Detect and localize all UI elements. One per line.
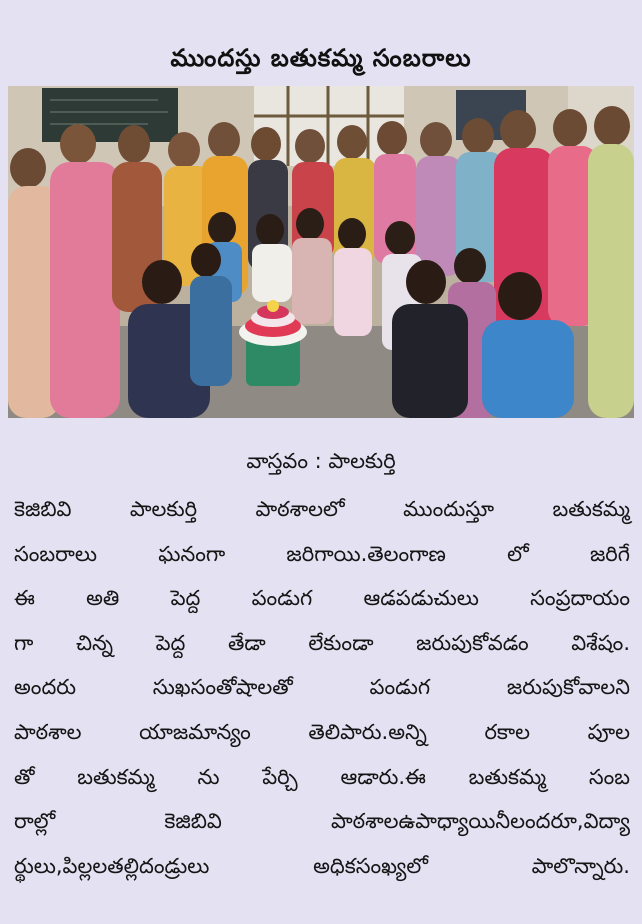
body-line: గా చిన్న పెద్ద తేడా లేకుండా జరుపుకోవడం విశేషం. xyxy=(14,630,630,655)
article-body xyxy=(14,487,630,888)
body-line: ఈ అతి పెద్ద పండుగ ఆడపడుచులు సంప్రదాయం xyxy=(14,586,630,611)
body-line: రాల్లో కెజిబివి పాఠశాలఉపాధ్యాయినీలందరూ,విద్యా xyxy=(14,809,630,834)
body-line: అందరు సుఖసంతోషాలతో పండుగ జరుపుకోవాలని xyxy=(14,675,630,700)
body-line: తో బతుకమ్మ ను పేర్చి ఆడారు.ఈ బతుకమ్మ సంబ xyxy=(14,764,630,789)
dateline: వాస్తవం : పాలకుర్తి xyxy=(246,449,396,473)
body-line: పాఠశాల యాజమాన్యం తెలిపారు.అన్ని రకాల పూల xyxy=(14,719,630,744)
headline: ముందస్తు బతుకమ్మ సంబరాలు xyxy=(170,44,472,73)
group-photo-illustration xyxy=(8,86,634,418)
news-photo xyxy=(8,86,634,418)
body-line: కెజిబివి పాలకుర్తి పాఠశాలలో ముందుస్తూ బతుకమ్మ xyxy=(14,497,630,521)
body-line: ర్థులు,పిల్లలతల్లిదండ్రులు అధికసంఖ్యలో పాలొన్నారు. xyxy=(14,853,630,878)
body-line: సంబరాలు ఘనంగా జరిగాయి.తెలంగాణ లో జరిగే xyxy=(14,541,630,566)
